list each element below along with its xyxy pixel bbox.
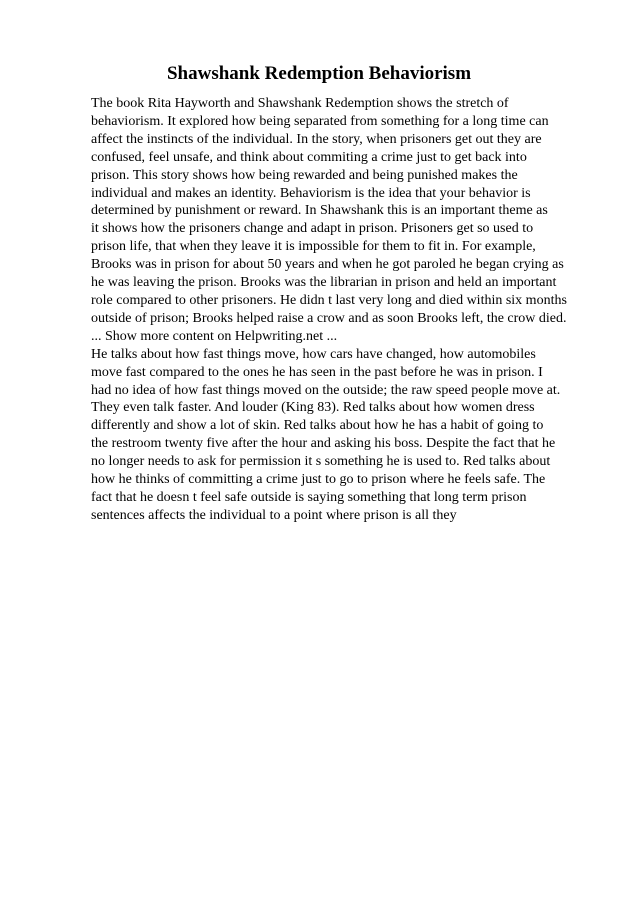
show-more-link[interactable]: ... Show more content on Helpwriting.net ...: [91, 328, 338, 344]
body-line: role compared to other prisoners. He didn t last very long and died within six months: [91, 292, 567, 308]
body-line: confused, feel unsafe, and think about commiting a crime just to get back into: [91, 149, 527, 165]
body-line: The book Rita Hayworth and Shawshank Redemption shows the stretch of: [91, 96, 509, 111]
body-line: individual and makes an identity. Behaviorism is the idea that your behavior is: [91, 185, 531, 201]
body-line: the restroom twenty five after the hour and asking his boss. Despite the fact that he: [91, 436, 556, 452]
body-line: determined by punishment or reward. In Shawshank this is an important theme as: [91, 203, 548, 219]
body-line: move fast compared to the ones he has seen in the past before he was in prison. I: [91, 364, 543, 380]
body-line: prison life, that when they leave it is impossible for them to fit in. For example,: [91, 239, 536, 255]
body-line: fact that he doesn t feel safe outside is saying something that long term prison: [91, 489, 527, 505]
body-line: sentences affects the individual to a point where prison is all they: [91, 507, 457, 523]
body-line: Brooks was in prison for about 50 years and when he got paroled he began crying as: [91, 257, 564, 273]
body-line: he was leaving the prison. Brooks was the librarian in prison and held an important: [91, 275, 557, 291]
body-line: no longer needs to ask for permission it s something he is used to. Red talks about: [91, 454, 551, 470]
body-line: how he thinks of committing a crime just to go to prison where he feels safe. The: [91, 472, 546, 488]
body-line: outside of prison; Brooks helped raise a crow and as soon Brooks left, the crow died.: [91, 310, 567, 326]
body-line: affect the instincts of the individual. In the story, when prisoners get out they are: [91, 131, 542, 147]
body-line: They even talk faster. And louder (King 83). Red talks about how women dress: [91, 400, 535, 416]
body-line: prison. This story shows how being rewarded and being punished makes the: [91, 167, 518, 183]
document-body: [91, 95, 611, 525]
document-title: Shawshank Redemption Behaviorism: [166, 63, 472, 84]
body-line: had no idea of how fast things moved on the outside; the raw speed people move at.: [91, 382, 561, 398]
body-line: He talks about how fast things move, how cars have changed, how automobiles: [91, 346, 536, 362]
body-line: differently and show a lot of skin. Red talks about how he has a habit of going to: [91, 418, 544, 434]
body-line: behaviorism. It explored how being separated from something for a long time can: [91, 113, 549, 129]
body-line: it shows how the prisoners change and adapt in prison. Prisoners get so used to: [91, 221, 534, 237]
